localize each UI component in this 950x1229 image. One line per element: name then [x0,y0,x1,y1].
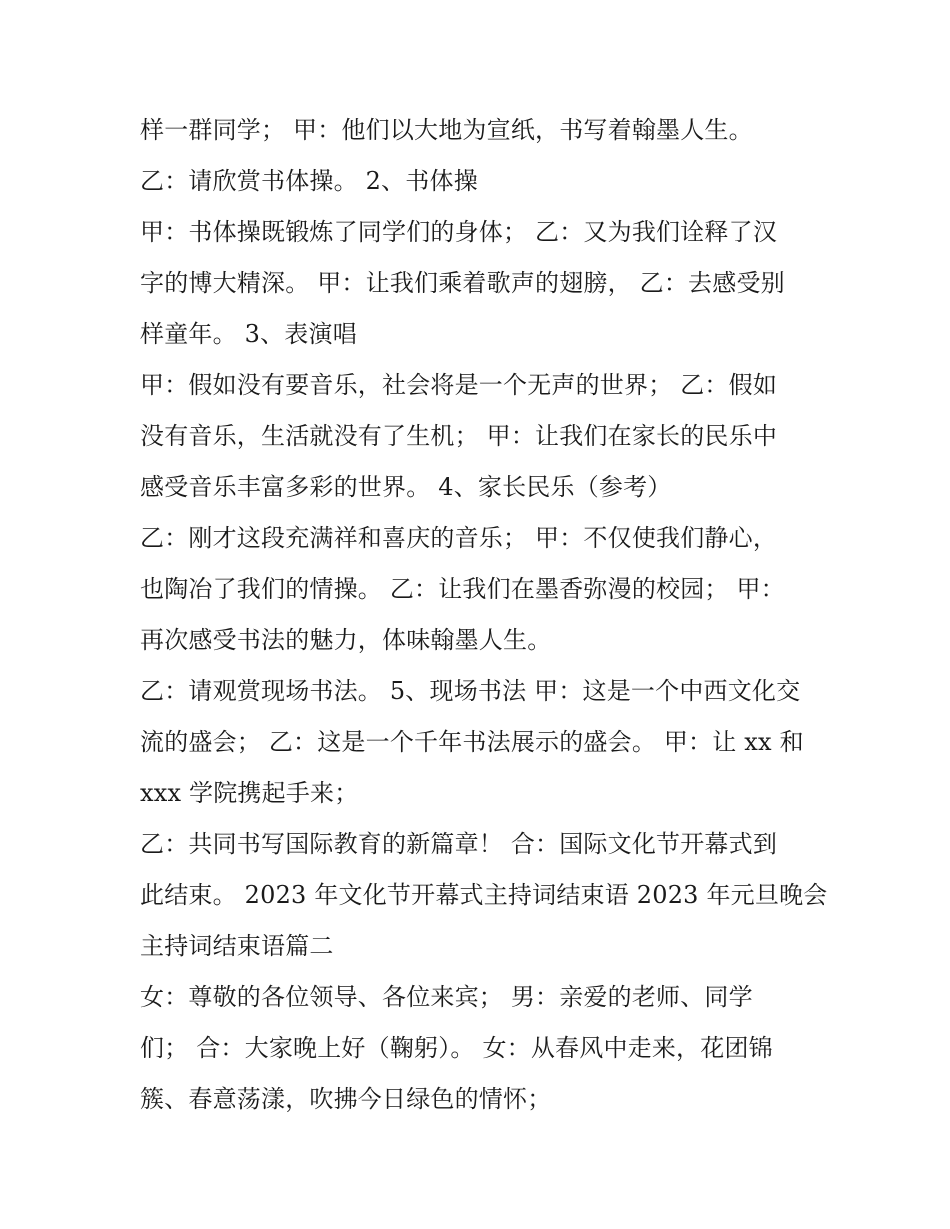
text-line: 甲：假如没有要音乐，社会将是一个无声的世界； 乙：假如 [140,371,778,399]
text-line: 感受音乐丰富多彩的世界。 4、家长民乐（参考） [140,473,672,501]
text-line: 乙：刚才这段充满祥和喜庆的音乐； 甲：不仅使我们静心， [140,524,778,552]
text-line: 乙：请观赏现场书法。 5、现场书法 甲：这是一个中西文化交 [140,677,801,705]
document-body [140,105,830,1125]
text-line: 样童年。 3、表演唱 [140,320,357,348]
text-line: xxx 学院携起手来； [140,779,359,807]
text-line: 乙：请欣赏书体操。 2、书体操 [140,167,478,195]
text-line: 簇、春意荡漾，吹拂今日绿色的情怀； [140,1085,552,1113]
text-line: 流的盛会； 乙：这是一个千年书法展示的盛会。 甲：让 xx 和 [140,728,804,756]
text-line: 没有音乐，生活就没有了生机； 甲：让我们在家长的民乐中 [140,422,778,450]
text-line: 乙：共同书写国际教育的新篇章！ 合：国际文化节开幕式到 [140,830,778,858]
text-line: 样一群同学； 甲：他们以大地为宣纸，书写着翰墨人生。 [140,116,753,144]
text-line: 们； 合：大家晚上好（鞠躬）。 女：从春风中走来，花团锦 [140,1034,773,1062]
text-line: 女：尊敬的各位领导、各位来宾； 男：亲爱的老师、同学 [140,983,753,1011]
text-line: 此结束。 2023 年文化节开幕式主持词结束语 2023 年元旦晚会 [140,881,828,909]
text-line: 也陶冶了我们的情操。 乙：让我们在墨香弥漫的校园； 甲： [140,575,785,603]
text-line: 再次感受书法的魅力，体味翰墨人生。 [140,626,552,654]
text-line: 主持词结束语篇二 [140,932,334,960]
text-line: 字的博大精深。 甲：让我们乘着歌声的翅膀， 乙：去感受别 [140,269,785,297]
text-line: 甲：书体操既锻炼了同学们的身体； 乙：又为我们诠释了汉 [140,218,778,246]
